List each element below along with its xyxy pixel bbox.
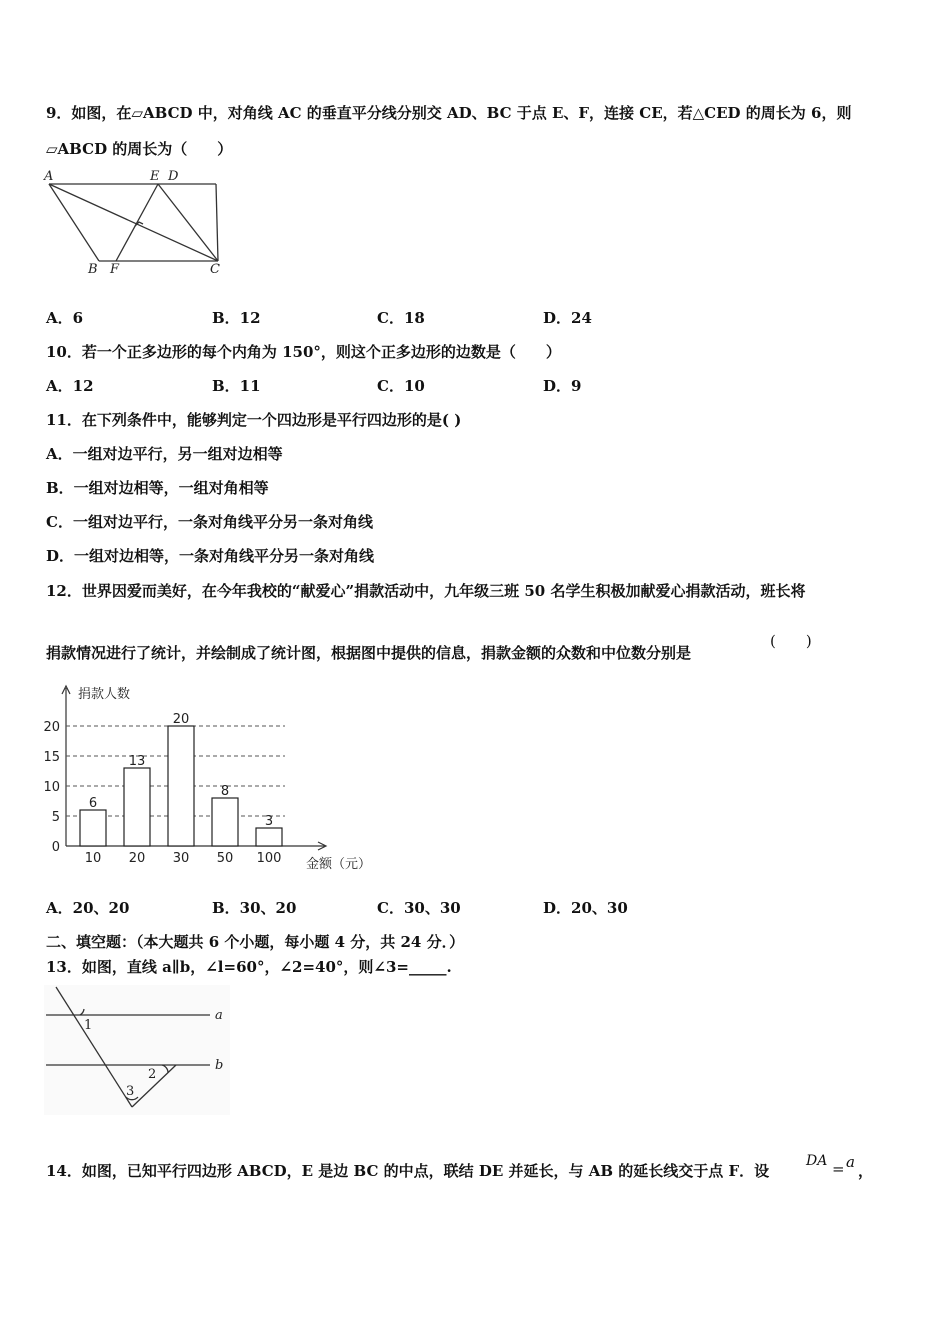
- q9-line-EC: [158, 184, 218, 261]
- q9-side-DC: [216, 184, 218, 261]
- q12-option-b: B．30、20: [212, 899, 297, 917]
- q9-label-B: B: [88, 262, 98, 277]
- q12-bar-chart: [40, 680, 400, 880]
- chart-x-tick-label: 10: [84, 851, 102, 866]
- q13-label-a: a: [215, 1008, 223, 1023]
- q12-line1: 12．世界因爱而美好，在今年我校的“献爱心”捐款活动中，九年级三班 50 名学生积极加献爱心捐款活动，班长将: [46, 582, 806, 600]
- chart-data-label: 20: [172, 712, 190, 727]
- q11-option-c: C．一组对边平行，一条对角线平分另一条对角线: [46, 513, 373, 531]
- chart-data-label: 13: [128, 754, 146, 769]
- q14-equals: =: [832, 1160, 845, 1178]
- q11-option-b: B．一组对边相等，一组对角相等: [46, 479, 269, 497]
- q14-vector-DA: DA: [806, 1153, 828, 1169]
- q9-label-D: D: [168, 169, 179, 184]
- q10-option-d: D．9: [543, 377, 582, 395]
- chart-bar: [80, 810, 106, 846]
- q9-label-C: C: [210, 262, 220, 277]
- chart-x-tick-label: 50: [216, 851, 234, 866]
- q12-option-c: C．30、30: [377, 899, 461, 917]
- chart-data-label: 3: [264, 814, 274, 829]
- q12-option-d: D．20、30: [543, 899, 628, 917]
- q9-parallelogram-figure: [40, 166, 240, 281]
- q9-line1: 9．如图，在▱ABCD 中，对角线 AC 的垂直平分线分别交 AD、BC 于点 E、F，连接 CE，若△CED 的周长为 6，则: [46, 104, 852, 122]
- q9-option-b: B．12: [212, 309, 261, 327]
- q10-option-c: C．10: [377, 377, 425, 395]
- chart-x-tick-label: 20: [128, 851, 146, 866]
- chart-data-label: 6: [88, 796, 98, 811]
- q13-label-3: 3: [126, 1084, 135, 1099]
- q9-label-A: A: [44, 169, 54, 184]
- q9-label-F: F: [110, 262, 120, 277]
- q10-option-a: A．12: [46, 377, 94, 395]
- q13-parallel-lines-figure: [44, 985, 230, 1115]
- chart-y-axis-label: 捐款人数: [78, 687, 131, 702]
- q12-line2: 捐款情况进行了统计，并绘制成了统计图，根据图中提供的信息，捐款金额的众数和中位数分别是: [46, 644, 692, 662]
- chart-bar: [168, 726, 194, 846]
- chart-x-axis-label: 金额（元）: [306, 857, 372, 872]
- chart-bar: [212, 798, 238, 846]
- chart-data-label: 8: [220, 784, 230, 799]
- chart-bar: [124, 768, 150, 846]
- chart-y-tick-label: 20: [43, 720, 60, 735]
- q9-option-a: A．6: [46, 309, 84, 327]
- chart-y-tick-label: 0: [51, 840, 60, 855]
- q9-label-E: E: [150, 169, 160, 184]
- q9-option-c: C．18: [377, 309, 425, 327]
- chart-x-tick-label: 100: [256, 851, 282, 866]
- q14-vector-a: a: [846, 1153, 855, 1171]
- q11-option-a: A．一组对边平行，另一组对边相等: [46, 445, 283, 463]
- chart-y-tick-label: 10: [43, 780, 60, 795]
- q11-option-d: D．一组对边相等，一条对角线平分另一条对角线: [46, 547, 375, 565]
- q9-option-d: D．24: [543, 309, 592, 327]
- chart-y-tick-label: 15: [43, 750, 60, 765]
- q14-tail: ，: [858, 1162, 874, 1180]
- q12-answer-paren: ( ): [770, 632, 812, 650]
- q11-text: 11．在下列条件中，能够判定一个四边形是平行四边形的是( ): [46, 411, 462, 429]
- chart-y-tick-label: 5: [51, 810, 60, 825]
- q10-text: 10．若一个正多边形的每个内角为 150°，则这个正多边形的边数是（ ）: [46, 343, 561, 361]
- q12-option-a: A．20、20: [46, 899, 130, 917]
- q13-text: 13．如图，直线 a∥b，∠l=60°，∠2=40°，则∠3=_____.: [46, 958, 452, 976]
- q13-label-2: 2: [148, 1067, 157, 1082]
- q9-line2: ▱ABCD 的周长为（ ）: [46, 140, 233, 158]
- q10-option-b: B．11: [212, 377, 261, 395]
- q13-label-b: b: [215, 1058, 224, 1073]
- chart-bar: [256, 828, 282, 846]
- q9-line-EF: [116, 184, 158, 261]
- section2-heading: 二、填空题：（本大题共 6 个小题，每小题 4 分，共 24 分．）: [46, 933, 465, 951]
- q14-text: 14．如图，已知平行四边形 ABCD，E 是边 BC 的中点，联结 DE 并延长，与 AB 的延长线交于点 F．设: [46, 1162, 770, 1180]
- chart-x-tick-label: 30: [172, 851, 190, 866]
- q13-label-1: 1: [84, 1018, 93, 1033]
